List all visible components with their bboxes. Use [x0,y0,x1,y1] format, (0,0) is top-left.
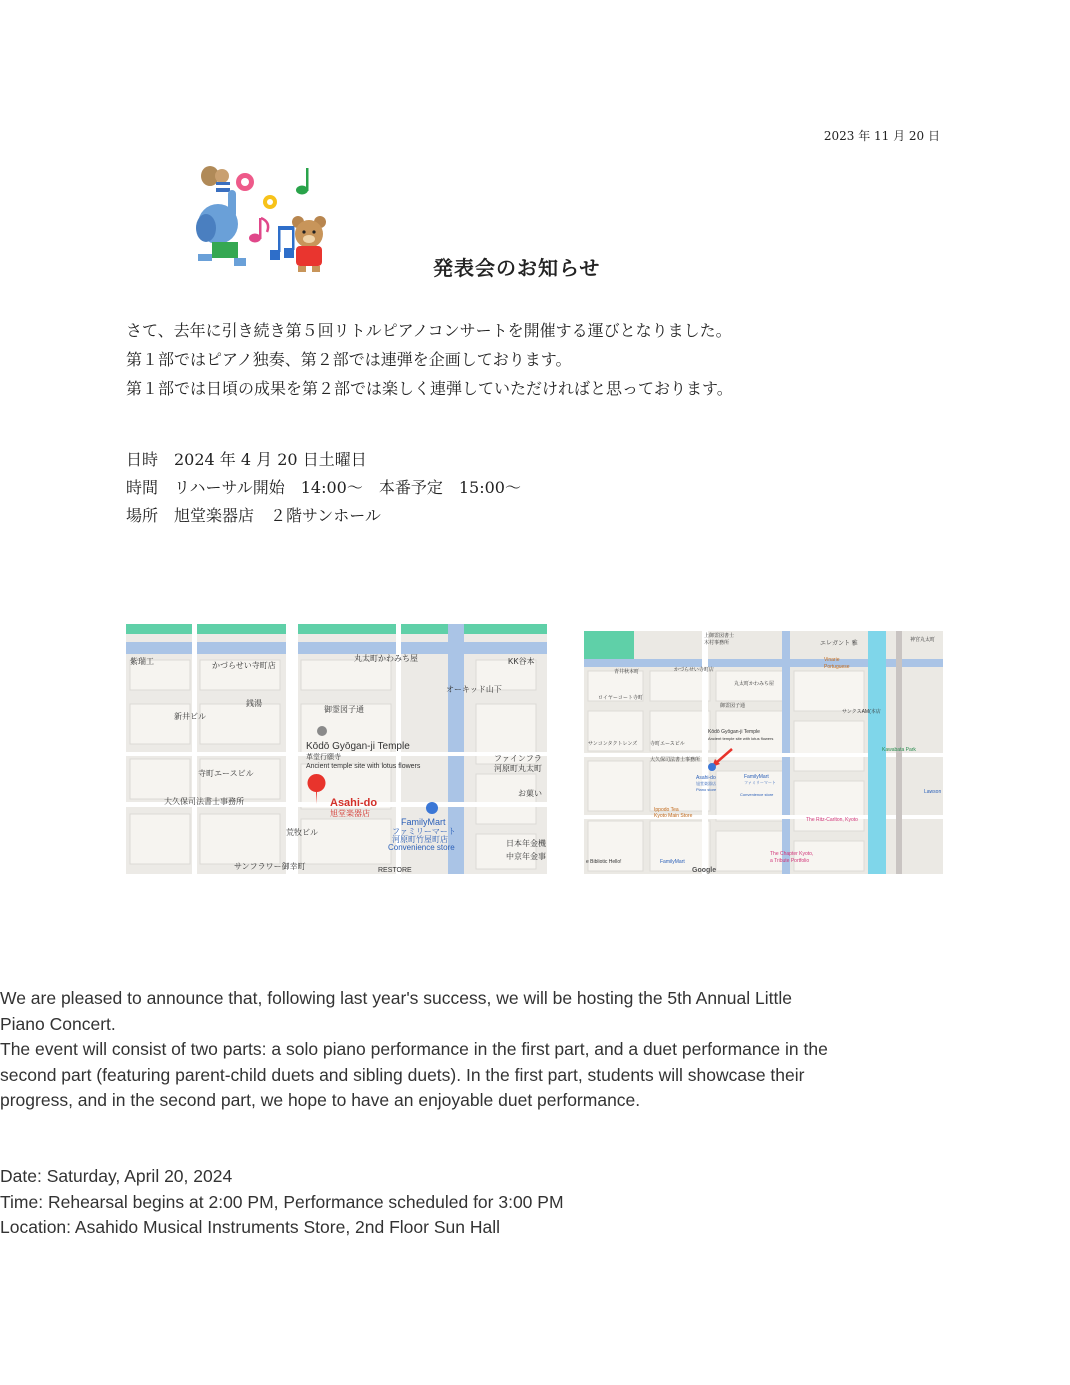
location-map-zoomed [126,624,547,874]
map-label: 大久保司法書士事務所 [650,757,701,763]
elephant-icon [196,190,246,266]
map-label: FamilyMart [660,859,685,865]
map-label: 旭堂楽器店 [696,781,716,786]
map-label: Vinarie [824,657,840,663]
map-label: 寺町エースビル [198,769,254,778]
notice-title: 発表会のお知らせ [433,256,601,280]
map-label: 革堂行願寺 [306,754,341,761]
english-intro [0,986,830,1114]
map-label: 旭堂楽器店 [330,809,370,818]
map-label: 新井ビル [174,712,206,721]
map-label: FamilyMart [401,817,446,827]
map-label: Ancient temple site with lotus flowers [708,736,774,741]
map-label: 御霊図子通 [324,705,364,714]
shop-icon [426,802,438,814]
map-label: 日本年金機 [506,839,546,848]
map-label: ファミリーマート [744,780,776,785]
map-label: Kawabata Park [882,747,916,753]
map-label: Kyoto Main Store [654,813,693,819]
map-label: オーキッド山下 [446,685,502,694]
document-date: 2023 年 11 月 20 日 [823,129,940,143]
music-note-icon [296,168,309,195]
en-time-line: Time: Rehearsal begins at 2:00 PM, Performance scheduled for 3:00 PM [0,1191,564,1212]
music-note-icon [249,218,268,243]
en-date-line: Date: Saturday, April 20, 2024 [0,1166,233,1186]
map-label: The Ritz-Carlton, Kyoto [806,817,858,823]
location-pin-icon [708,763,716,771]
en-intro-paragraph: The event will consist of two parts: a solo piano performance in the first part, and a duet performance in the second part (featuring parent-child duets and sibling duets). In the first part, students will showcase their progress, and in the second part, we hope to have an enjoyable duet performance. [0,1039,828,1110]
flower-icon [236,173,277,209]
jp-time-line: 時間 リハーサル開始 14:00～ 本番予定 15:00～ [126,478,521,497]
map-label: かづらせい寺町店 [674,667,714,673]
map-label: Convenience store [388,843,455,852]
squirrel-icon [201,166,230,192]
map-label: The Chapter Kyoto, [770,851,814,857]
map-label: RESTORE [378,867,412,874]
map-label: Ippodo Tea [654,807,679,813]
map-label: Kōdō Gyōgan-ji Temple [708,729,760,735]
map-label: 河原町丸太町 [494,764,542,773]
map-label: 大久保司法書士事務所 [164,797,244,806]
map-label: 銭湯 [246,699,262,708]
bear-icon [292,216,326,272]
map-label: Ancient temple site with lotus flowers [306,763,421,770]
map-label: 御霊図子通 [720,703,746,709]
map-label: KK谷本 [508,657,535,666]
en-intro-paragraph: We are pleased to announce that, following last year's success, we will be hosting the 5th Annual Little Piano Concert. [0,988,792,1034]
map-label: 寺町エースビル [650,741,685,747]
map-label: ファインフラ [494,754,542,763]
map-label: e Bibliotic Hello! [586,859,622,865]
google-logo: Google [692,867,717,874]
map-label: Asahi-do [330,797,378,809]
map-label: サンフラワー御幸町 [234,862,306,871]
jp-location-line: 場所 旭堂楽器店 ２階サンホール [126,506,381,525]
jp-intro-line: 第１部では日頃の成果を第２部では楽しく連弾していただければと思っております。 [126,379,733,398]
map-label: Portuguese [824,664,850,670]
map-label: かづらせい寺町店 [212,661,276,670]
music-animals-illustration [190,162,330,282]
map-label: Asahi-do [696,775,716,781]
map-label: エレガント 雅 [820,641,858,647]
map-label: 青井秋本町 [614,669,640,675]
japanese-event-details [126,446,946,530]
temple-icon [317,726,327,736]
map-label: 上御霊図書士 [704,633,735,639]
map-label: 荒牧ビル [286,828,318,837]
map-label: 丸太町かわみち屋 [734,681,775,687]
map-label: a Tribute Portfolio [770,858,810,864]
map-label: Kōdō Gyōgan-ji Temple [306,741,410,752]
map-label: Convenience store [740,792,774,797]
map-label: 木村事務所 [704,640,730,646]
map-label: お菓い [518,789,542,798]
jp-intro-line: さて、去年に引き続き第５回リトルピアノコンサートを開催する運びとなりました。 [126,321,732,340]
map-label: FamilyMart [744,774,769,780]
location-map-wide [584,631,943,874]
english-event-details [0,1164,830,1241]
map-label: 丸太町かわみち屋 [354,654,418,663]
map-label: 河原町竹屋町店 [392,835,448,844]
map-label: ファミリーマート [392,827,456,836]
map-label: 神宮丸太町 [910,637,936,643]
map-label: 中京年金事 [506,852,546,861]
music-note-icon [270,226,295,260]
map-label: 紫瑞工 [130,657,154,666]
jp-intro-line: 第１部ではピアノ独奏、第２部では連弾を企画しております。 [126,350,572,369]
map-label: ロイヤーコート寺町 [598,695,643,701]
jp-date-line: 日時 2024 年 4 月 20 日土曜日 [126,450,367,469]
en-location-line: Location: Asahido Musical Instruments Store, 2nd Floor Sun Hall [0,1217,500,1237]
map-label: Piano store [696,787,717,792]
map-label: Lawson [924,789,942,795]
japanese-intro [126,316,946,403]
map-label: サンコンタクトレンズ [588,741,638,747]
map-label: サンクスAM(本店 [842,709,881,715]
